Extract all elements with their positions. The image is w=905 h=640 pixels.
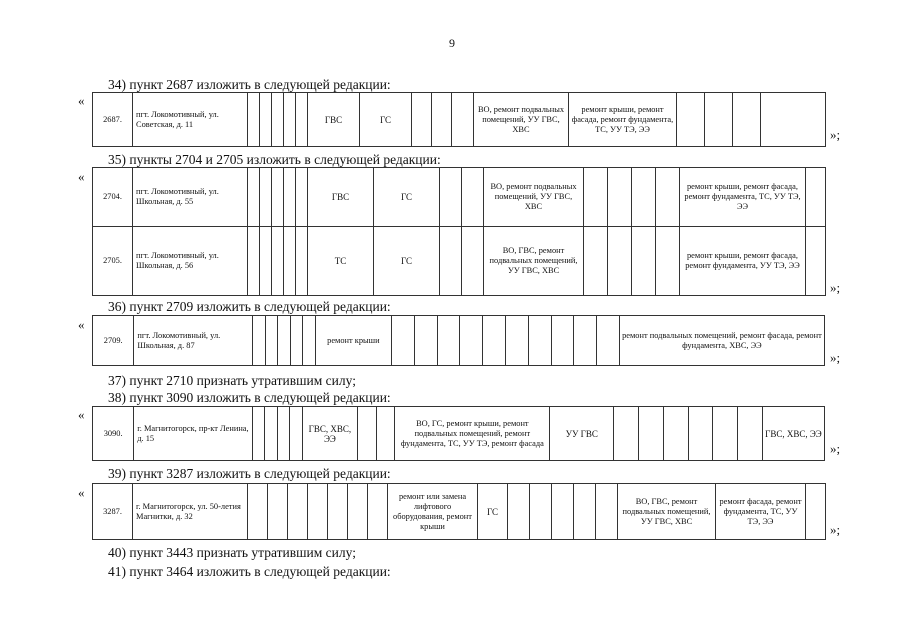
empty-cell (284, 93, 296, 147)
empty-cell (574, 316, 597, 366)
empty-cell (705, 93, 733, 147)
empty-cell (452, 93, 474, 147)
empty-cell (806, 168, 826, 227)
service-cell: ГС (374, 227, 440, 296)
empty-cell (761, 93, 826, 147)
empty-cell (432, 93, 452, 147)
open-quote: « (78, 485, 85, 500)
service-cell: ВО, ремонт подвальных помещений, УУ ГВС, ХВС (484, 168, 584, 227)
item-address: пгт. Локомотивный, ул. Советская, д. 11 (133, 93, 248, 147)
empty-cell (530, 484, 552, 540)
close-quote: »; (830, 280, 841, 295)
service-cell: ВО, ремонт подвальных помещений, УУ ГВС, ХВС (474, 93, 569, 147)
empty-cell (437, 316, 460, 366)
empty-cell (278, 316, 290, 366)
empty-cell (272, 168, 284, 227)
empty-cell (806, 227, 826, 296)
empty-cell (584, 227, 608, 296)
empty-cell (260, 227, 272, 296)
empty-cell (358, 407, 377, 461)
empty-cell (303, 316, 315, 366)
empty-cell (265, 407, 277, 461)
empty-cell (462, 168, 484, 227)
service-cell: ГВС (308, 93, 360, 147)
empty-cell (639, 407, 664, 461)
service-cell: ГВС (308, 168, 374, 227)
item-number: 2705. (93, 227, 133, 296)
table-row (93, 484, 826, 540)
empty-cell (296, 93, 308, 147)
table-row (93, 316, 825, 366)
empty-cell (656, 227, 680, 296)
empty-cell (284, 168, 296, 227)
empty-cell (296, 168, 308, 227)
section-36-heading: 36) пункт 2709 изложить в следующей редакции: (108, 299, 391, 314)
empty-cell (506, 316, 529, 366)
empty-cell (460, 316, 483, 366)
empty-cell (414, 316, 437, 366)
open-quote: « (78, 407, 85, 422)
empty-cell (260, 168, 272, 227)
empty-cell (392, 316, 415, 366)
empty-cell (260, 93, 272, 147)
table-3287 (92, 483, 826, 540)
empty-cell (462, 227, 484, 296)
empty-cell (290, 316, 302, 366)
section-41-heading: 41) пункт 3464 изложить в следующей редакции: (108, 564, 391, 579)
empty-cell (528, 316, 551, 366)
service-cell: ремонт крыши, ремонт фасада, ремонт фундамента, ТС, УУ ТЭ, ЭЭ (680, 168, 806, 227)
section-34-heading: 34) пункт 2687 изложить в следующей редакции: (108, 77, 391, 92)
empty-cell (265, 316, 277, 366)
open-quote: « (78, 93, 85, 108)
empty-cell (440, 227, 462, 296)
service-cell: ремонт подвальных помещений, ремонт фасада, ремонт фундамента, ХВС, ЭЭ (619, 316, 824, 366)
empty-cell (713, 407, 738, 461)
empty-cell (552, 484, 574, 540)
empty-cell (806, 484, 826, 540)
service-cell: ВО, ГВС, ремонт подвальных помещений, УУ ГВС, ХВС (484, 227, 584, 296)
section-38-heading: 38) пункт 3090 изложить в следующей редакции: (108, 390, 391, 405)
service-cell: УУ ГВС (550, 407, 614, 461)
item-address: пгт. Локомотивный, ул. Школьная, д. 55 (133, 168, 248, 227)
empty-cell (614, 407, 639, 461)
empty-cell (376, 407, 395, 461)
empty-cell (272, 227, 284, 296)
empty-cell (688, 407, 713, 461)
table-row (93, 407, 825, 461)
empty-cell (551, 316, 574, 366)
service-cell: ремонт крыши (315, 316, 392, 366)
open-quote: « (78, 317, 85, 332)
empty-cell (308, 484, 328, 540)
service-cell: ВО, ГС, ремонт крыши, ремонт подвальных помещений, ремонт фундамента, ТС, УУ ТЭ, ремонт фасада (395, 407, 550, 461)
section-39-heading: 39) пункт 3287 изложить в следующей редакции: (108, 466, 391, 481)
empty-cell (597, 316, 620, 366)
empty-cell (608, 227, 632, 296)
open-quote: « (78, 169, 85, 184)
table-row (93, 227, 826, 296)
item-address: г. Магнитогорск, ул. 50-летия Магнитки, д. 32 (133, 484, 248, 540)
table-3090 (92, 406, 825, 461)
empty-cell (733, 93, 761, 147)
empty-cell (368, 484, 388, 540)
empty-cell (248, 484, 268, 540)
service-cell: ГС (374, 168, 440, 227)
empty-cell (248, 227, 260, 296)
table-2687 (92, 92, 826, 147)
service-cell: ГС (360, 93, 412, 147)
empty-cell (296, 227, 308, 296)
empty-cell (738, 407, 763, 461)
empty-cell (248, 168, 260, 227)
empty-cell (584, 168, 608, 227)
table-2704-2705 (92, 167, 826, 296)
empty-cell (483, 316, 506, 366)
empty-cell (253, 316, 265, 366)
table-2709 (92, 315, 825, 366)
empty-cell (663, 407, 688, 461)
service-cell: ГС (478, 484, 508, 540)
empty-cell (268, 484, 288, 540)
empty-cell (608, 168, 632, 227)
item-number: 2709. (93, 316, 134, 366)
empty-cell (290, 407, 302, 461)
item-address: пгт. Локомотивный, ул. Школьная, д. 56 (133, 227, 248, 296)
empty-cell (272, 93, 284, 147)
table-row (93, 168, 826, 227)
empty-cell (253, 407, 265, 461)
empty-cell (632, 227, 656, 296)
empty-cell (328, 484, 348, 540)
item-address: г. Магнитогорск, пр-кт Ленина, д. 15 (134, 407, 253, 461)
item-number: 2687. (93, 93, 133, 147)
service-cell: ремонт крыши, ремонт фасада, ремонт фундамента, УУ ТЭ, ЭЭ (680, 227, 806, 296)
empty-cell (574, 484, 596, 540)
empty-cell (677, 93, 705, 147)
empty-cell (440, 168, 462, 227)
service-cell: ремонт крыши, ремонт фасада, ремонт фундамента, ТС, УУ ТЭ, ЭЭ (569, 93, 677, 147)
empty-cell (348, 484, 368, 540)
close-quote: »; (830, 441, 841, 456)
close-quote: »; (830, 127, 841, 142)
item-number: 2704. (93, 168, 133, 227)
item-number: 3287. (93, 484, 133, 540)
empty-cell (596, 484, 618, 540)
item-address: пгт. Локомотивный, ул. Школьная, д. 87 (134, 316, 253, 366)
empty-cell (284, 227, 296, 296)
close-quote: »; (830, 522, 841, 537)
empty-cell (412, 93, 432, 147)
service-cell: ГВС, ХВС, ЭЭ (762, 407, 824, 461)
close-quote: »; (830, 350, 841, 365)
empty-cell (508, 484, 530, 540)
empty-cell (656, 168, 680, 227)
service-cell: ремонт или замена лифтового оборудования, ремонт крыши (388, 484, 478, 540)
empty-cell (277, 407, 289, 461)
section-37-heading: 37) пункт 2710 признать утратившим силу; (108, 373, 356, 388)
item-number: 3090. (93, 407, 134, 461)
empty-cell (632, 168, 656, 227)
service-cell: ремонт фасада, ремонт фундамента, ТС, УУ ТЭ, ЭЭ (716, 484, 806, 540)
table-row (93, 93, 826, 147)
empty-cell (248, 93, 260, 147)
service-cell: ВО, ГВС, ремонт подвальных помещений, УУ ГВС, ХВС (618, 484, 716, 540)
section-35-heading: 35) пункты 2704 и 2705 изложить в следующей редакции: (108, 152, 441, 167)
empty-cell (288, 484, 308, 540)
service-cell: ТС (308, 227, 374, 296)
section-40-heading: 40) пункт 3443 признать утратившим силу; (108, 545, 356, 560)
page-number: 9 (449, 36, 455, 50)
service-cell: ГВС, ХВС, ЭЭ (302, 407, 358, 461)
